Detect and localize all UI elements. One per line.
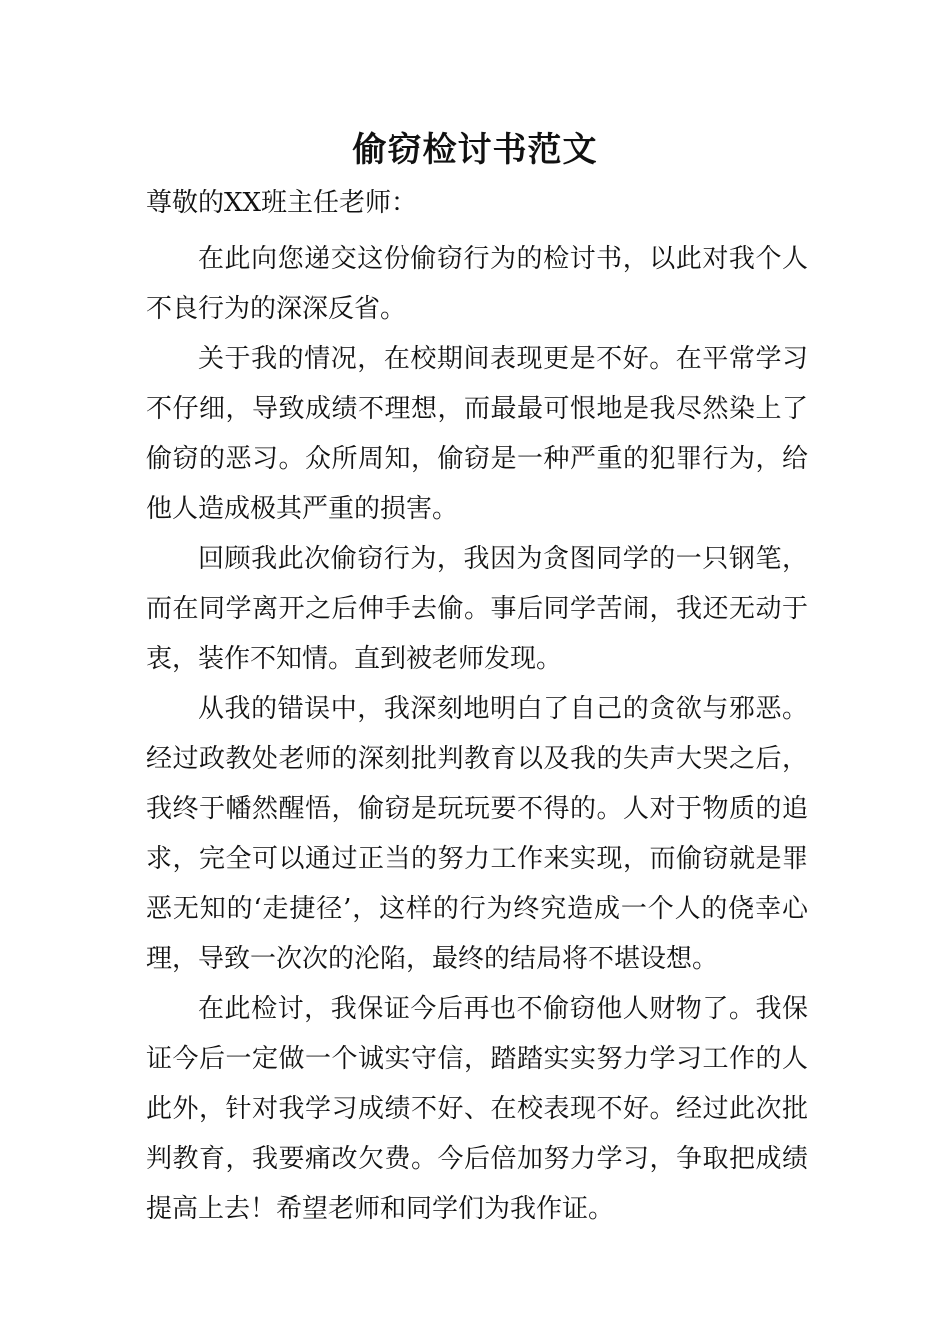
paragraph-4: 从我的错误中，我深刻地明白了自己的贪欲与邪恶。经过政教处老师的深刻批判教育以及我的失声大哭之后，我终于幡然醒悟，偷窃是玩玩要不得的。人对于物质的追求，完全可以通过正当的努力工作来实现，而偷窃就是罪恶无知的‘走捷径’，这样的行为终究造成一个人的侥幸心理，导致一次次的沦陷，最终的结局将不堪设想。 [146,694,808,974]
salutation: 尊敬的XX班主任老师： [146,188,418,218]
document-body [146,178,808,1234]
paragraph-3: 回顾我此次偷窃行为，我因为贪图同学的一只钢笔，而在同学离开之后伸手去偷。事后同学苦闹，我还无动于衷，装作不知情。直到被老师发现。 [146,544,808,674]
paragraph-1: 在此向您递交这份偷窃行为的检讨书，以此对我个人不良行为的深深反省。 [146,244,808,324]
document-title: 偷窃检讨书范文 [352,130,598,170]
paragraph-5: 在此检讨，我保证今后再也不偷窃他人财物了。我保证今后一定做一个诚实守信，踏踏实实努力学习工作的人此外，针对我学习成绩不好、在校表现不好。经过此次批判教育，我要痛改欠费。今后倍加努力学习，争取把成绩提高上去！希望老师和同学们为我作证。 [146,994,808,1224]
paragraph-2: 关于我的情况，在校期间表现更是不好。在平常学习不仔细，导致成绩不理想，而最最可恨地是我尽然染上了偷窃的恶习。众所周知，偷窃是一种严重的犯罪行为，给他人造成极其严重的损害。 [146,344,808,524]
